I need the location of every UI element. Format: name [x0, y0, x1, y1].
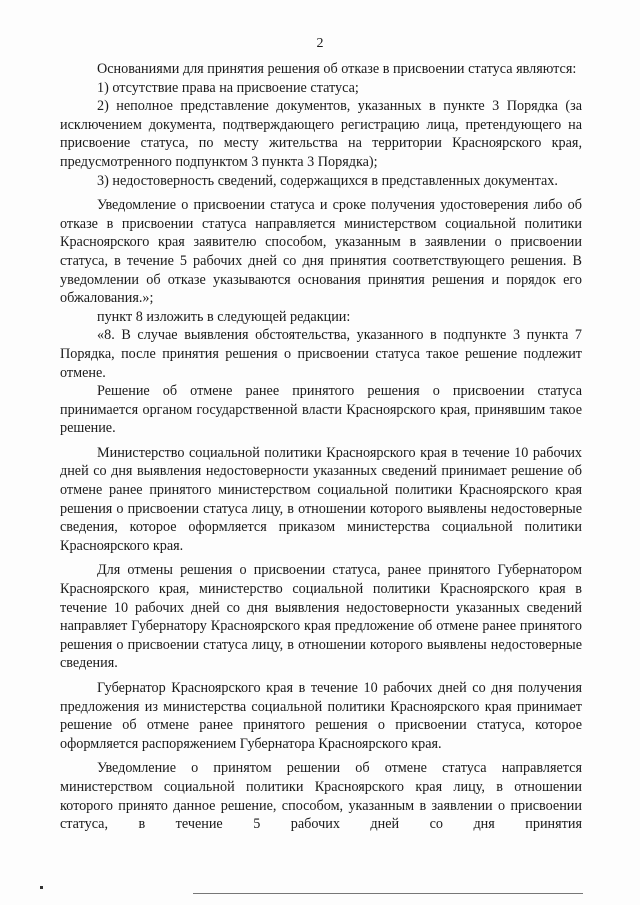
page-number: 2: [316, 36, 324, 51]
document-body: [60, 60, 582, 834]
paragraph-cancel-notification: Уведомление о принятом решении об отмене статуса направляется министерством социальной политики Красноярского края лицу, в отношении которого принято данное решение, способом, указанным в заявлении о присвоении статуса, в течение 5 рабочих дней со дня принятия: [60, 760, 582, 833]
paragraph-item-2: 2) неполное представление документов, указанных в пункте 3 Порядка (за исключением документа, подтверждающего регистрацию лица, претендующего на присвоение статуса, по месту жительства на территории Красноярского края, предусмотренного подпунктом 3 пункта 3 Порядка);: [60, 98, 582, 170]
paragraph-item-1: 1) отсутствие права на присвоение статуса;: [97, 79, 359, 96]
scan-mark: [40, 886, 43, 889]
paragraph-point-8-intro: пункт 8 изложить в следующей редакции:: [97, 308, 351, 325]
paragraph-notification: Уведомление о присвоении статуса и сроке получения удостоверения либо об отказе в присвоении статуса направляется министерством социальной политики Красноярского края заявителю способом, указанным в заявлении о присвоении статуса, в течение 5 рабочих дней со дня принятия соответствующего решения. В уведомлении об отказе указываются основания принятия решения и порядок его обжалования.»;: [60, 197, 582, 307]
bottom-rule: [193, 893, 583, 894]
paragraph-refusal-grounds: Основаниями для принятия решения об отказе в присвоении статуса являются:: [97, 61, 577, 77]
paragraph-governor-proposal: Для отмены решения о присвоении статуса, ранее принятого Губернатором Красноярского края, министерство социальной политики Красноярского края в течение 10 рабочих дней со дня выявления недостоверности указанных сведений направляет Губернатору Красноярского края предложение об отмене ранее принятого решения о присвоении статуса лицу, в отношении которого выявлены недостоверные сведения.: [60, 562, 582, 672]
paragraph-item-3: 3) недостоверность сведений, содержащихся в представленных документах.: [97, 172, 558, 189]
paragraph-ministry-decision: Министерство социальной политики Красноярского края в течение 10 рабочих дней со дня выявления недостоверности указанных сведений принимает решение об отмене ранее принятого министерством социальной политики Красноярского края решения о присвоении статуса лицу, в отношении которого выявлены недостоверные сведения, которое оформляется приказом министерства социальной политики Красноярского края.: [60, 444, 582, 554]
paragraph-cancel-authority: Решение об отмене ранее принятого решения о присвоении статуса принимается органом государственной власти Красноярского края, принявшим такое решение.: [60, 383, 582, 437]
paragraph-point-8: «8. В случае выявления обстоятельства, указанного в подпункте 3 пункта 7 Порядка, после принятия решения о присвоении статуса такое решение подлежит отмене.: [60, 327, 582, 381]
paragraph-governor-decision: Губернатор Красноярского края в течение 10 рабочих дней со дня получения предложения из министерства социальной политики Красноярского края принимает решение об отмене ранее принятого решения о присвоении статуса, которое оформляется распоряжением Губернатора Красноярского края.: [60, 680, 582, 752]
